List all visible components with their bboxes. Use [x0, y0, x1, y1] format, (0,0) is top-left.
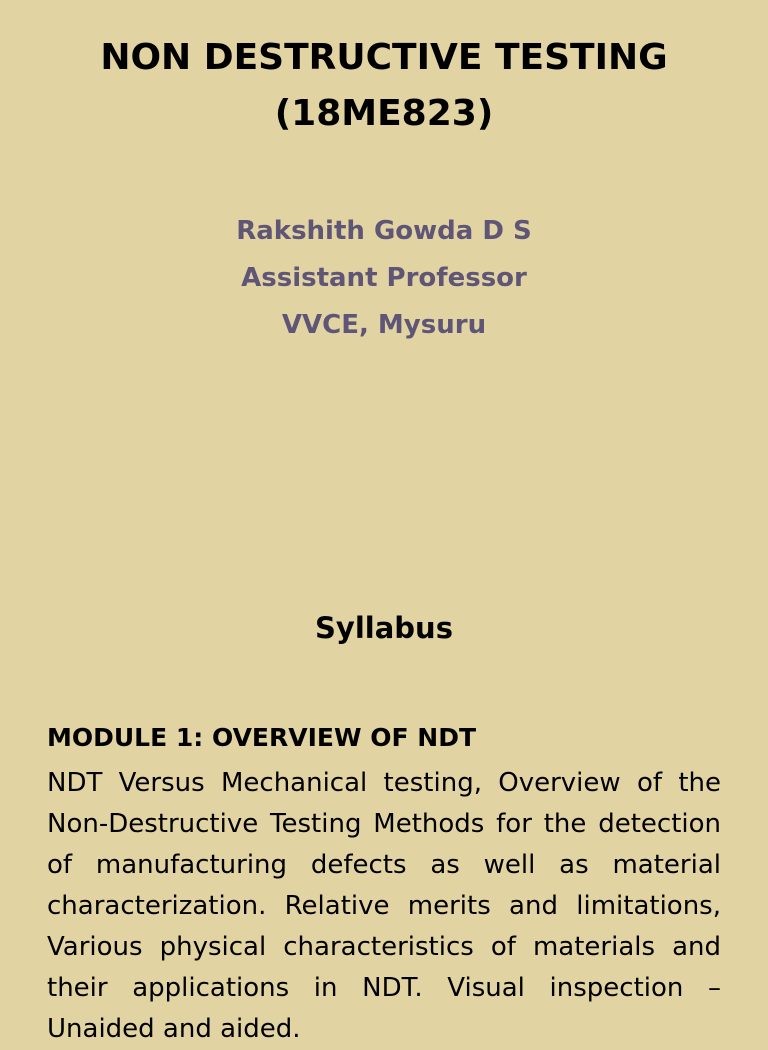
module-1-description: NDT Versus Mechanical testing, Overview of the Non-Destructive Testing Methods for the detection of manufacturing defects as well as material characterization. Relative merits and limitations, Various physical characteristics of materials and their applications in NDT. Visual inspection – Unaided and aided. [47, 768, 721, 1044]
author-name: Rakshith Gowda D S [236, 216, 532, 246]
slide-title [0, 30, 768, 142]
module-1-heading: MODULE 1: OVERVIEW OF NDT [47, 723, 477, 752]
course-title: NON DESTRUCTIVE TESTING [100, 37, 668, 78]
syllabus-heading: Syllabus [315, 611, 453, 645]
author-designation: Assistant Professor [241, 263, 527, 293]
author-info [0, 208, 768, 349]
course-code: (18ME823) [274, 93, 494, 134]
author-institution: VVCE, Mysuru [281, 310, 487, 340]
